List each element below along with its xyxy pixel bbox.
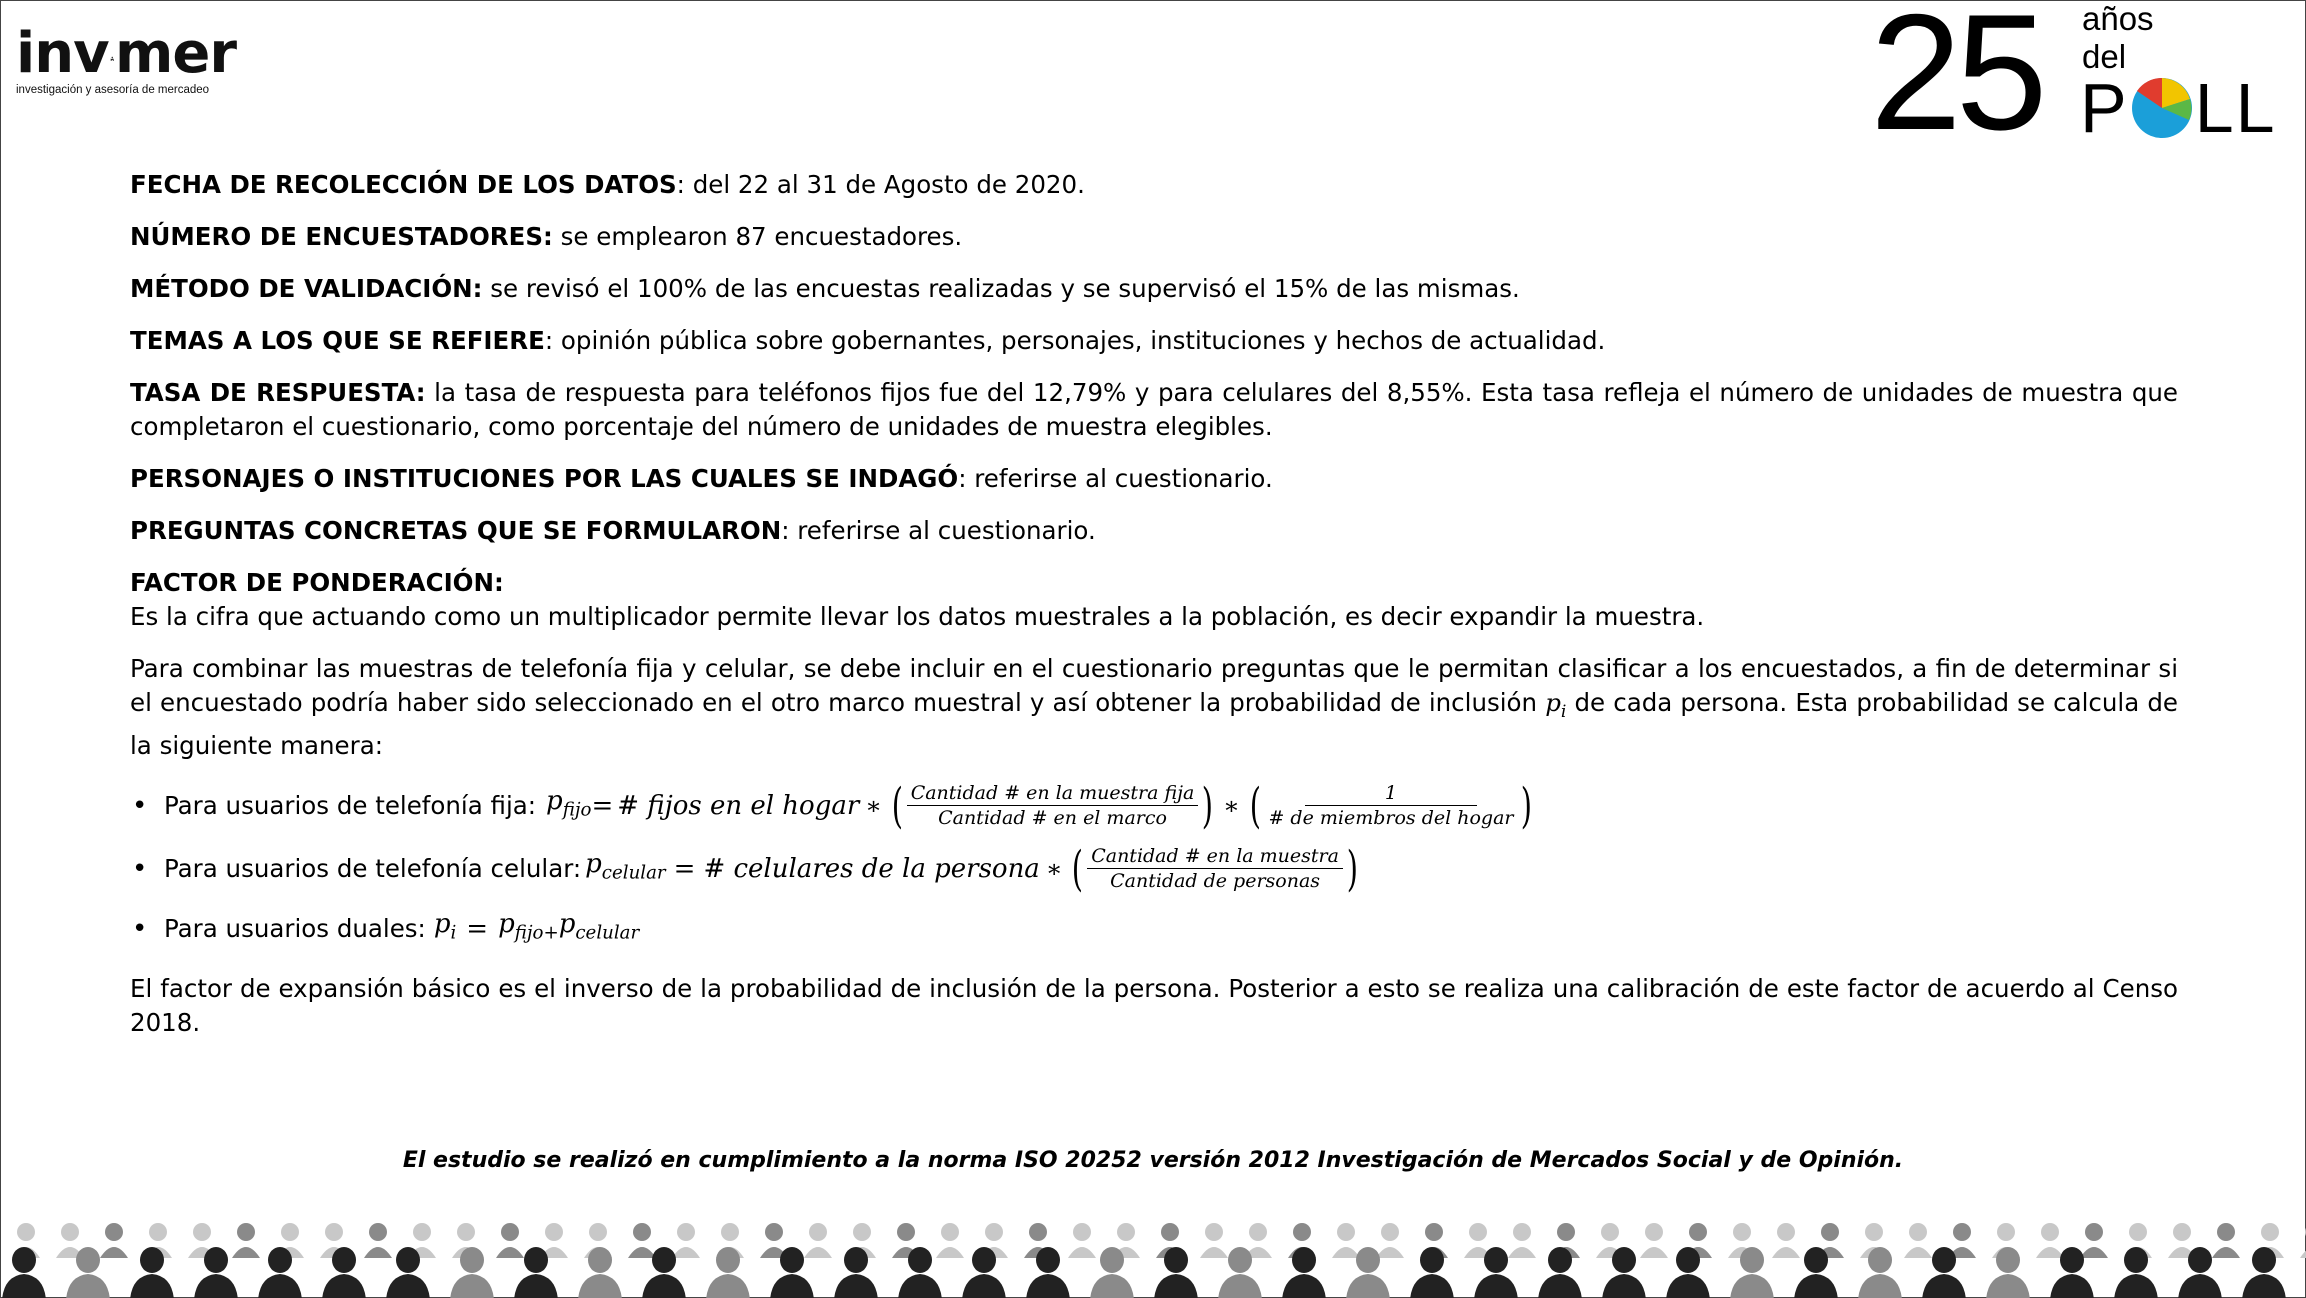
- personajes-text: : referirse al cuestionario.: [958, 464, 1273, 493]
- crowd-person-icon: [1410, 1247, 1454, 1298]
- logo-subtitle: investigación y asesoría de mercadeo: [16, 84, 210, 96]
- fecha-paragraph: [130, 168, 2178, 202]
- pie-chart-icon: [2131, 77, 2193, 139]
- badge-poll-p: P: [2080, 69, 2129, 147]
- temas-text: : opinión pública sobre gobernantes, personajes, instituciones y hechos de actualidad.: [544, 326, 1606, 355]
- paren-open-icon: (: [891, 777, 903, 834]
- fija-eq: =: [591, 790, 614, 821]
- fija-frac2-num: 1: [1305, 781, 1477, 806]
- crowd-person-icon: [1904, 1223, 1932, 1258]
- fija-fraction-2: [1264, 781, 1517, 830]
- fija-lhs-sub: fijo: [562, 799, 592, 821]
- fija-frac2-den: # de miembros del hogar: [1268, 807, 1514, 829]
- duales-eq: =: [466, 913, 489, 944]
- preguntas-label: PREGUNTAS CONCRETAS QUE SE FORMULARON: [130, 516, 782, 545]
- badge-poll-ll: LL: [2194, 69, 2277, 147]
- combine-paragraph: [130, 652, 2178, 763]
- badge-poll-word: [2080, 69, 2277, 147]
- pi-symbol: [1545, 688, 1567, 722]
- paren-open-icon: (: [1072, 840, 1084, 897]
- logo-person-icon: [110, 36, 114, 82]
- paren-close-icon: ): [1202, 777, 1214, 834]
- preguntas-text: : referirse al cuestionario.: [781, 516, 1096, 545]
- duales-t1-base: p: [498, 909, 515, 939]
- crowd-person-icon: [1986, 1247, 2030, 1298]
- anniversary-badge: [1870, 0, 2277, 164]
- crowd-person-icon: [1332, 1223, 1360, 1258]
- validacion-paragraph: [130, 272, 2178, 306]
- encuestadores-label: NÚMERO DE ENCUESTADORES:: [130, 222, 553, 251]
- celular-frac-num: Cantidad # en la muestra: [1087, 844, 1343, 869]
- fija-frac1-num: Cantidad # en la muestra fija: [907, 781, 1199, 806]
- bullet-fija: [132, 777, 2178, 834]
- celular-frac-den: Cantidad de personas: [1110, 870, 1321, 892]
- celular-lhs-base: p: [585, 848, 602, 879]
- temas-label: TEMAS A LOS QUE SE REFIERE: [130, 326, 545, 355]
- factor-heading: [130, 566, 2178, 600]
- fija-mult2: ∗: [1223, 790, 1240, 820]
- tasa-paragraph: [130, 376, 2178, 444]
- crowd-person-icon: [1068, 1223, 1096, 1258]
- fija-lhs: [546, 784, 591, 827]
- crowd-person-icon: [100, 1223, 128, 1258]
- fecha-text: : del 22 al 31 de Agosto de 2020.: [676, 170, 1085, 199]
- validacion-label: MÉTODO DE VALIDACIÓN:: [130, 274, 483, 303]
- validacion-text: se revisó el 100% de las encuestas realizadas y se supervisó el 15% de las mismas.: [482, 274, 1520, 303]
- crowd-person-icon: [628, 1223, 656, 1258]
- badge-number: 25: [1870, 0, 2042, 164]
- duales-lhs-sub: i: [450, 922, 457, 944]
- pi-base: p: [1545, 688, 1561, 717]
- duales-lhs: [434, 907, 456, 950]
- crowd-person-icon: [1508, 1223, 1536, 1258]
- paren-close-icon: ): [1346, 840, 1358, 897]
- encuestadores-paragraph: [130, 220, 2178, 254]
- celular-label: Para usuarios de telefonía celular:: [164, 853, 582, 883]
- combine-before: Para combinar las muestras de telefonía fija y celular, se debe incluir en el cuestionario preguntas que le permitan clasificar a los encuestados, a fin de determinar si el encuestado podría haber sido seleccionado en el otro marco muestral y así obtener la probabilidad de inclusión: [130, 654, 2178, 717]
- crowd-person-icon: [672, 1223, 700, 1258]
- crowd-person-icon: [706, 1247, 750, 1298]
- crowd-person-icon: [2114, 1247, 2158, 1298]
- encuestadores-text: se emplearon 87 encuestadores.: [552, 222, 963, 251]
- logo-wordmark: inv mer: [16, 21, 236, 86]
- celular-fraction: [1087, 844, 1343, 893]
- celular-eq: =: [673, 853, 696, 884]
- crowd-person-icon: [1772, 1223, 1800, 1258]
- combine-after: de cada persona. Esta probabilidad se calcula de la siguiente manera:: [130, 688, 2178, 760]
- fija-frac1-den: Cantidad # en el marco: [938, 807, 1167, 829]
- paren-open-icon: (: [1249, 777, 1261, 834]
- crowd-silhouette-strip: [0, 1218, 2306, 1298]
- paren-close-icon: ): [1521, 777, 1533, 834]
- crowd-person-icon: [1640, 1223, 1668, 1258]
- preguntas-paragraph: [130, 514, 2178, 548]
- iso-footnote: El estudio se realizó en cumplimiento a la norma ISO 20252 versión 2012 Investigación de Mercados Social y de Opinión.: [402, 1148, 1904, 1173]
- fija-lhs-base: p: [546, 785, 563, 816]
- temas-paragraph: [130, 324, 2178, 358]
- fecha-label: FECHA DE RECOLECCIÓN DE LOS DATOS: [130, 170, 677, 199]
- pi-sub: i: [1560, 702, 1567, 722]
- duales-label: Para usuarios duales:: [164, 913, 426, 943]
- celular-term1: # celulares de la persona: [703, 853, 1040, 884]
- tasa-label: TASA DE RESPUESTA:: [130, 378, 426, 407]
- crowd-person-icon: [804, 1223, 832, 1258]
- crowd-person-icon: [2080, 1223, 2108, 1258]
- tasa-text: la tasa de respuesta para teléfonos fijos fue del 12,79% y para celulares del 8,55%. Esta tasa refleja el número de unidades de muestra que completaron el cuestionario, como porcentaje del número de unidades de muestra elegibles.: [130, 378, 2178, 441]
- crowd-person-icon: [936, 1223, 964, 1258]
- methodology-content: [130, 168, 2178, 1058]
- crowd-person-icon: [1200, 1223, 1228, 1258]
- factor-label: FACTOR DE PONDERACIÓN:: [130, 568, 504, 597]
- bullet-dot-icon: •: [132, 853, 148, 884]
- invamer-logo: [16, 21, 236, 96]
- crowd-person-icon: [2300, 1223, 2306, 1258]
- bullet-dot-icon: •: [132, 790, 148, 821]
- crowd-person-icon: [496, 1223, 524, 1258]
- duales-t1: [498, 907, 559, 950]
- duales-t2-sub: celular: [575, 922, 640, 944]
- bullet-celular: [132, 840, 2178, 897]
- fija-mult1: ∗: [865, 790, 882, 820]
- crowd-person-icon: [1376, 1223, 1404, 1258]
- celular-lhs-sub: celular: [601, 862, 666, 884]
- personajes-label: PERSONAJES O INSTITUCIONES POR LAS CUALES SE INDAGÓ: [130, 464, 959, 493]
- crowd-person-icon: [2212, 1223, 2240, 1258]
- fija-fraction-1: [907, 781, 1199, 830]
- factor-definition: Es la cifra que actuando como un multiplicador permite llevar los datos muestrales a la población, es decir expandir la muestra.: [130, 602, 1705, 631]
- crowd-person-icon: [578, 1247, 622, 1298]
- crowd-person-icon: [1282, 1247, 1326, 1298]
- fija-term1: # fijos en el hogar: [617, 790, 860, 821]
- crowd-person-icon: [232, 1223, 260, 1258]
- personajes-paragraph: [130, 462, 2178, 496]
- duales-t2: [559, 907, 640, 950]
- fija-label: Para usuarios de telefonía fija:: [164, 790, 537, 820]
- crowd-person-icon: [2, 1247, 46, 1298]
- bullet-dot-icon: •: [132, 913, 148, 944]
- badge-anos-text: años: [2082, 0, 2154, 37]
- celular-mult: ∗: [1045, 853, 1063, 883]
- duales-t2-base: p: [558, 909, 576, 939]
- bullet-duales: [132, 907, 2178, 950]
- crowd-person-icon: [2036, 1223, 2064, 1258]
- badge-del-text: del: [2082, 38, 2127, 75]
- duales-lhs-base: p: [433, 909, 451, 939]
- expansion-paragraph: El factor de expansión básico es el inverso de la probabilidad de inclusión de la persona. Posterior a esto se realiza una calibración de este factor de acuerdo al Censo 2018.: [130, 974, 2178, 1038]
- celular-lhs: [585, 847, 666, 890]
- duales-t1-sub: fijo+: [514, 922, 559, 944]
- crowd-person-icon: [364, 1223, 392, 1258]
